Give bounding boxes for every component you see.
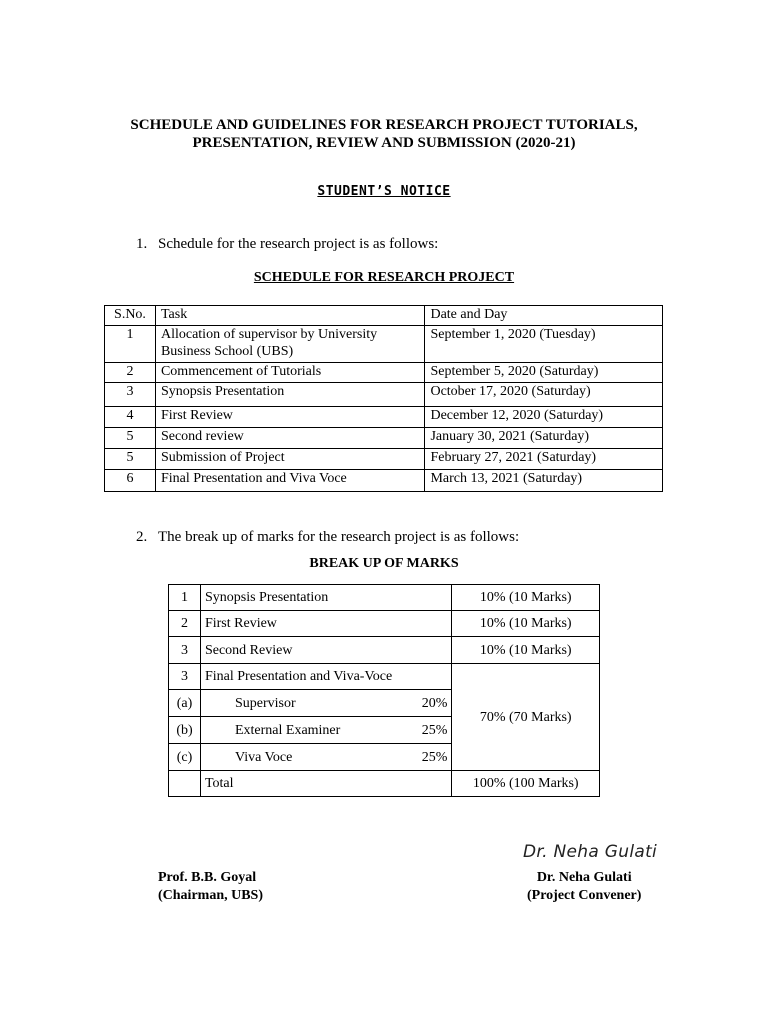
- marks-subrow-percent: 25%: [421, 722, 448, 738]
- marks-subrow-letter: (a): [169, 690, 201, 717]
- marks-row-item: Synopsis Presentation: [200, 585, 451, 611]
- handwritten-signature: Dr. Neha Gulati: [523, 842, 658, 862]
- row-task: Synopsis Presentation: [155, 383, 425, 407]
- row-sno: 5: [105, 428, 156, 449]
- marks-row-number: 2: [169, 611, 201, 637]
- marks-subrow-item: Viva Voce: [234, 749, 293, 765]
- table-row: [105, 449, 663, 470]
- marks-row-value: 10% (10 Marks): [452, 611, 600, 637]
- table-row: [105, 407, 663, 428]
- table-row: [105, 363, 663, 383]
- schedule-table: [104, 305, 663, 492]
- combined-marks-value: 70% (70 Marks): [452, 664, 600, 771]
- marks-row-number: 1: [169, 585, 201, 611]
- row-date: October 17, 2020 (Saturday): [425, 383, 663, 407]
- header-sno: S.No.: [105, 306, 156, 326]
- section-1-paragraph: [136, 236, 438, 253]
- row-sno: 6: [105, 470, 156, 492]
- table-row: [169, 585, 600, 611]
- section-1-text: Schedule for the research project is as follows:: [158, 236, 439, 252]
- row-task: Allocation of supervisor by University Business School (UBS): [155, 326, 425, 363]
- row-task: First Review: [155, 407, 425, 428]
- row-sno: 2: [105, 363, 156, 383]
- table-row: [169, 611, 600, 637]
- marks-subrow-item: External Examiner: [234, 722, 341, 738]
- table-row: [169, 664, 600, 690]
- marks-subrow-percent: 25%: [421, 749, 448, 765]
- header-task: Task: [155, 306, 425, 326]
- marks-row-item: First Review: [200, 611, 451, 637]
- section-2-paragraph: [136, 529, 519, 546]
- row-date: March 13, 2021 (Saturday): [425, 470, 663, 492]
- row-task: Second review: [155, 428, 425, 449]
- table-row: [105, 428, 663, 449]
- row-date: September 5, 2020 (Saturday): [425, 363, 663, 383]
- schedule-heading: SCHEDULE FOR RESEARCH PROJECT: [253, 270, 515, 285]
- row-date: December 12, 2020 (Saturday): [425, 407, 663, 428]
- document-title-line-1: SCHEDULE AND GUIDELINES FOR RESEARCH PROJECT TUTORIALS,: [130, 117, 638, 133]
- marks-total-value: 100% (100 Marks): [452, 771, 600, 797]
- marks-table: [168, 584, 600, 797]
- table-row: [105, 383, 663, 407]
- marks-row-item: Second Review: [200, 637, 451, 664]
- row-date: January 30, 2021 (Saturday): [425, 428, 663, 449]
- schedule-header-row: [105, 306, 663, 326]
- marks-subrow-cell: [200, 717, 451, 744]
- section-1-number: 1.: [136, 236, 148, 252]
- left-signatory: [158, 869, 263, 905]
- table-row: [105, 470, 663, 492]
- table-row: [169, 771, 600, 797]
- marks-subrow-cell: [200, 690, 451, 717]
- row-sno: 1: [105, 326, 156, 363]
- marks-total-empty-cell: [169, 771, 201, 797]
- marks-subrow-cell: [200, 744, 451, 771]
- marks-row-value: 10% (10 Marks): [452, 585, 600, 611]
- row-date: September 1, 2020 (Tuesday): [425, 326, 663, 363]
- row-sno: 5: [105, 449, 156, 470]
- header-date: Date and Day: [425, 306, 663, 326]
- marks-row-number: 3: [169, 664, 201, 690]
- marks-row-value: 10% (10 Marks): [452, 637, 600, 664]
- marks-subrow-letter: (c): [169, 744, 201, 771]
- row-task: Final Presentation and Viva Voce: [155, 470, 425, 492]
- row-task: Submission of Project: [155, 449, 425, 470]
- row-task: Commencement of Tutorials: [155, 363, 425, 383]
- marks-subrow-letter: (b): [169, 717, 201, 744]
- marks-row-number: 3: [169, 637, 201, 664]
- marks-subrow-item: Supervisor: [234, 695, 296, 711]
- left-signatory-name: Prof. B.B. Goyal: [158, 870, 257, 885]
- marks-total-label: Total: [200, 771, 451, 797]
- table-row: [105, 326, 663, 363]
- table-row: [169, 637, 600, 664]
- section-2-number: 2.: [136, 529, 148, 545]
- marks-row-item: Final Presentation and Viva-Voce: [200, 664, 451, 690]
- section-2-text: The break up of marks for the research project is as follows:: [158, 529, 520, 545]
- right-signatory-role: (Project Convener): [527, 888, 642, 903]
- right-signatory-name: Dr. Neha Gulati: [536, 870, 632, 885]
- document-title-line-2: PRESENTATION, REVIEW AND SUBMISSION (2020-21): [192, 135, 576, 151]
- marks-heading: BREAK UP OF MARKS: [309, 556, 459, 571]
- right-signatory: [527, 869, 641, 905]
- row-sno: 4: [105, 407, 156, 428]
- left-signatory-role: (Chairman, UBS): [158, 888, 264, 903]
- marks-subrow-percent: 20%: [421, 695, 448, 711]
- row-sno: 3: [105, 383, 156, 407]
- students-notice-heading: STUDENT’S NOTICE: [317, 184, 451, 199]
- row-date: February 27, 2021 (Saturday): [425, 449, 663, 470]
